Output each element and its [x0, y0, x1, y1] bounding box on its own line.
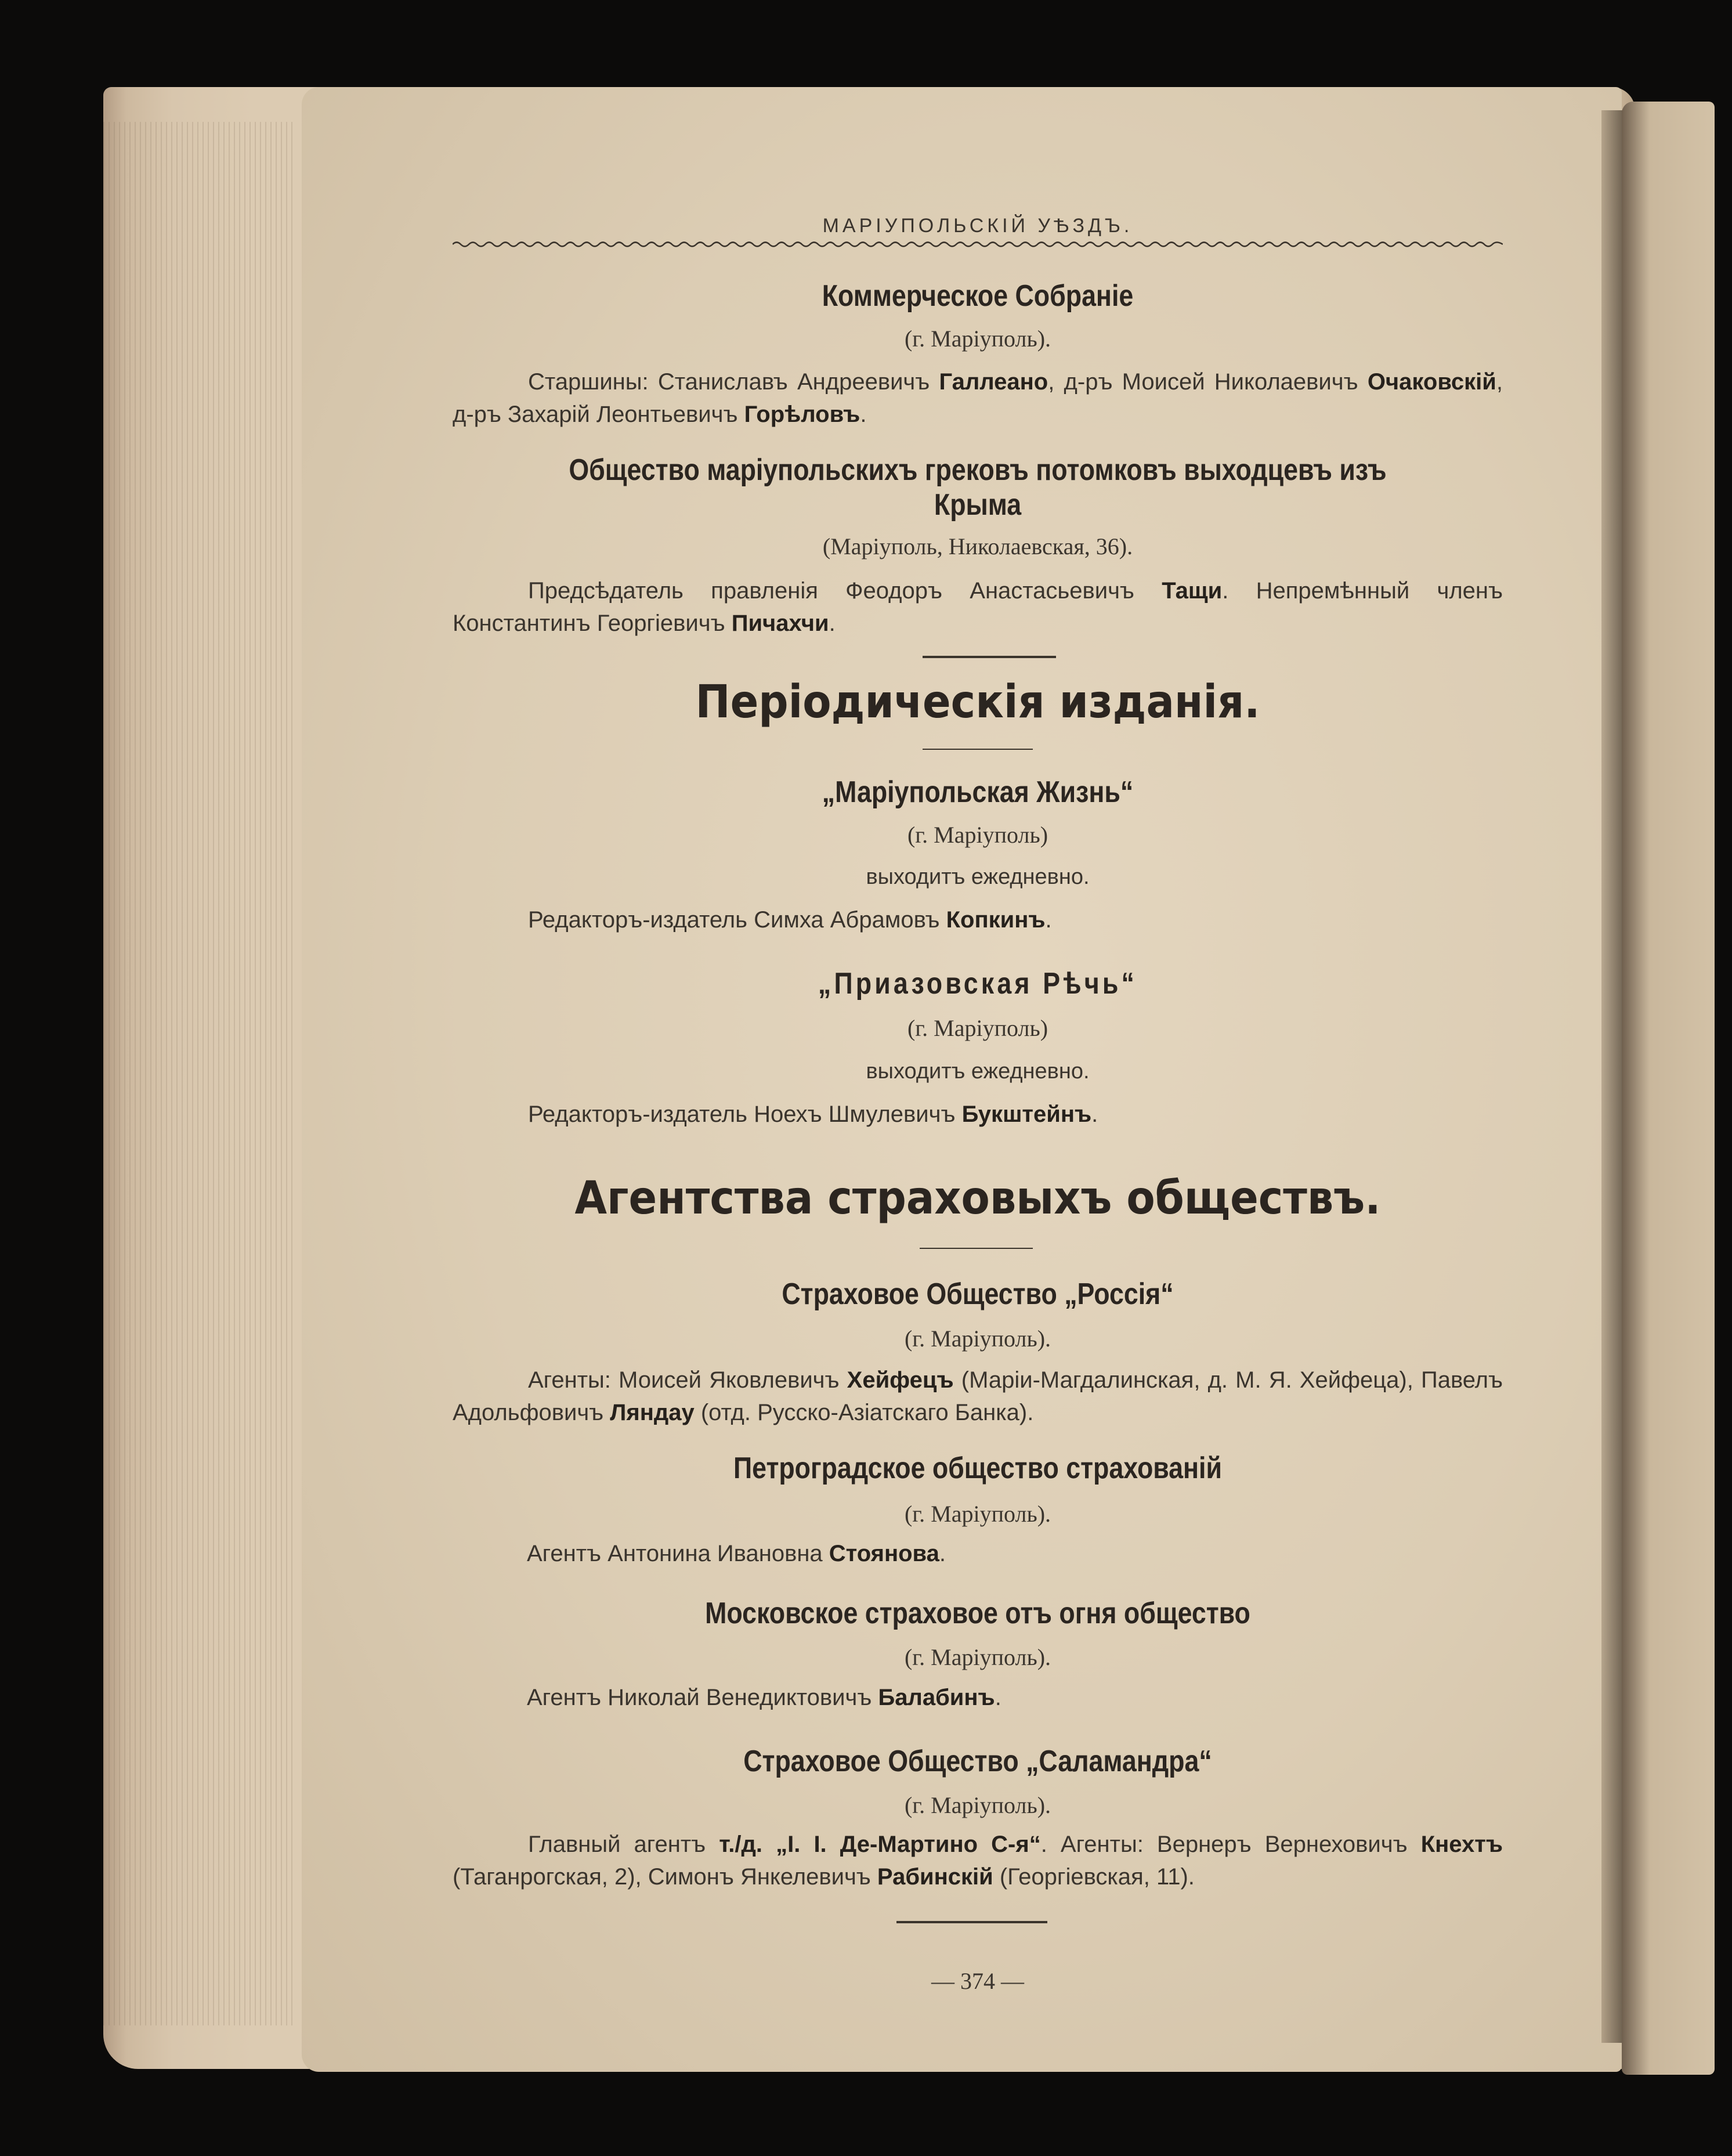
page-number: — 374 —: [931, 1968, 1024, 1994]
running-head: МАРІУПОЛЬСКІЙ УѢЗДЪ.: [822, 215, 1133, 237]
place-moskovskoe: (г. Маріуполь).: [904, 1644, 1051, 1670]
place-mariupolskaya-zhizn: (г. Маріуполь): [907, 822, 1048, 848]
section-underline: [920, 1248, 1033, 1249]
heading-priazovskaya-rech: „Приазовская Рѣчь“: [818, 967, 1138, 1001]
place-rossiya: (г. Маріуполь).: [904, 1326, 1051, 1352]
heading-mariupolskaya-zhizn: „Маріупольская Жизнь“: [822, 775, 1134, 809]
agent-moskovskoe: Агентъ Николай Венедиктовичъ Балабинъ.: [527, 1685, 1001, 1710]
heading-rossiya: Страховое Общество „Россія“: [782, 1277, 1174, 1311]
agent-petrogradskoe: Агентъ Антонина Ивановна Стоянова.: [527, 1541, 946, 1566]
heading-moskovskoe: Московское страховое отъ огня общество: [705, 1597, 1250, 1630]
wavy-rule: [453, 238, 1503, 251]
end-divider: [896, 1921, 1047, 1923]
place-petrogradskoe: (г. Маріуполь).: [904, 1501, 1051, 1527]
editor-mariupolskaya-zhizn: Редакторъ-издатель Симха Абрамовъ Копкинъ.: [528, 907, 1052, 933]
place-obshchestvo-grekov: (Маріуполь, Николаевская, 36).: [822, 533, 1133, 559]
editor-priazovskaya-rech: Редакторъ-издатель Ноехъ Шмулевичъ Букштейнъ.: [528, 1102, 1098, 1127]
paragraph-salamandra: Главный агентъ т./д. „I. I. Де-Мартино С-я“. Агенты: Вернеръ Вернеховичъ Кнехтъ (Таганрогская, 2), Симонъ Янкелевичъ Рабинскій (Георгіевская, 11).: [453, 1832, 1503, 1890]
section-underline: [923, 749, 1033, 750]
section-divider: [923, 656, 1056, 658]
place-kommercheskoe: (г. Маріуполь).: [904, 326, 1051, 352]
section-heading-insurance: Агентства страховыхъ обществъ.: [574, 1172, 1381, 1225]
frequency-mariupolskaya-zhizn: выходитъ ежедневно.: [866, 865, 1090, 889]
heading-obshchestvo-grekov-line2: Крыма: [934, 488, 1022, 522]
facing-page-edge: [1622, 102, 1715, 2075]
paragraph-kommercheskoe: Старшины: Станиславъ Андреевичъ Галлеано, д-ръ Моисей Николаевичъ Очаковскій, д-ръ Захарій Леонтьевичъ Горѣловъ.: [453, 369, 1503, 427]
heading-petrogradskoe: Петроградское общество страхованій: [733, 1451, 1222, 1485]
section-heading-periodical: Періодическія изданія.: [695, 676, 1260, 728]
heading-salamandra: Страховое Общество „Саламандра“: [743, 1745, 1212, 1778]
heading-obshchestvo-grekov-line1: Общество маріупольскихъ грековъ потомковъ выходцевъ изъ: [569, 453, 1387, 487]
paragraph-rossiya: Агенты: Моисей Яковлевичъ Хейфецъ (Маріи-Магдалинская, д. М. Я. Хейфеца), Павелъ Адольфовичъ Ляндау (отд. Русско-Азіатскаго Банка).: [453, 1367, 1503, 1425]
page-edges: [103, 122, 295, 2025]
paragraph-obshchestvo-grekov: Предсѣдатель правленія Феодоръ Анастасьевичъ Тащи. Непремѣнный членъ Константинъ Георгіевичъ Пичахчи.: [453, 578, 1503, 636]
place-salamandra: (г. Маріуполь).: [904, 1792, 1051, 1818]
place-priazovskaya-rech: (г. Маріуполь): [907, 1015, 1048, 1041]
heading-kommercheskoe: Коммерческое Собраніе: [822, 279, 1134, 313]
frequency-priazovskaya-rech: выходитъ ежедневно.: [866, 1059, 1090, 1084]
